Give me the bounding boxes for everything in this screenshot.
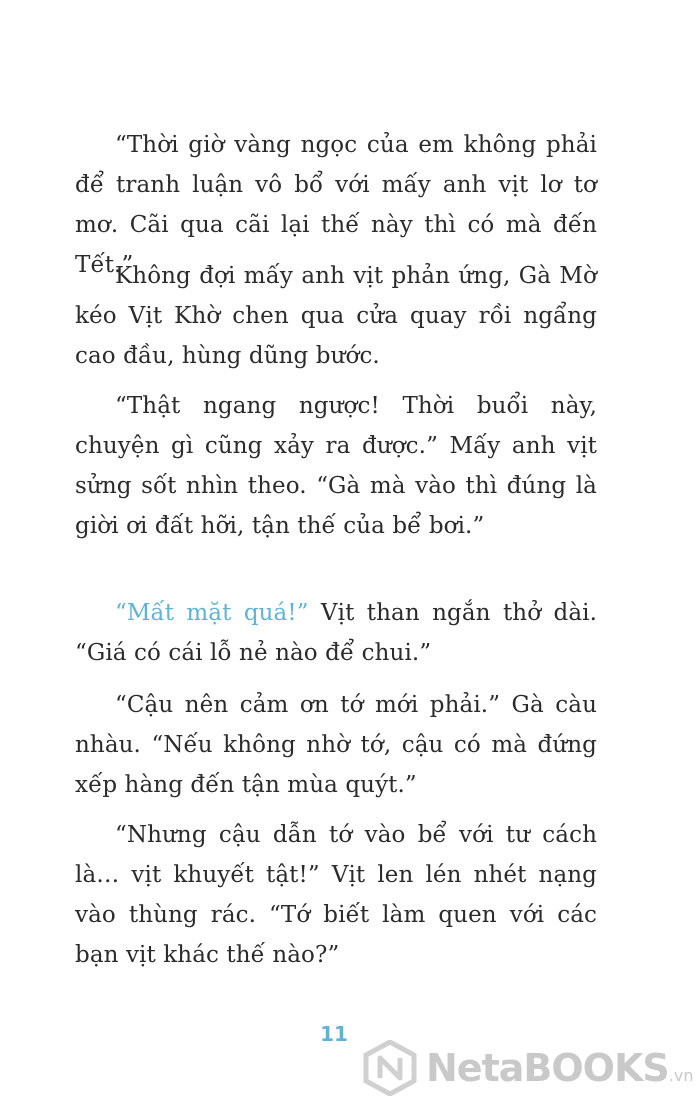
netabooks-logo-icon: [362, 1040, 418, 1096]
paragraph-3: “Thật ngang ngược! Thời buổi này, chuyện gì cũng xảy ra được.” Mấy anh vịt sửng sốt nhìn theo. “Gà mà vào thì đúng là giời ơi đất hỡi, tận thế của bể bơi.”: [75, 393, 597, 539]
watermark-text: [426, 1046, 693, 1090]
paragraph-2: Không đợi mấy anh vịt phản ứng, Gà Mờ kéo Vịt Khờ chen qua cửa quay rồi ngẩng cao đầu, hùng dũng bước.: [75, 263, 597, 369]
paragraph-1: “Thời giờ vàng ngọc của em không phải để tranh luận vô bổ với mấy anh vịt lơ tơ mơ. Cãi qua cãi lại thế này thì có mà đến Tết.”: [75, 132, 597, 278]
paragraph-4-highlighted: [75, 593, 597, 673]
netabooks-watermark: [362, 1040, 693, 1096]
highlighted-rest: Vịt than ngắn thở dài. “Giá có cái lỗ nẻ nào để chui.”: [75, 600, 597, 666]
highlighted-quote: “Mất mặt quá!”: [115, 600, 309, 626]
paragraph-6: “Nhưng cậu dẫn tớ vào bể với tư cách là… vịt khuyết tật!” Vịt len lén nhét nạng vào thùng rác. “Tớ biết làm quen với các bạn vịt khác thế nào?”: [75, 822, 597, 968]
paragraph-5: “Cậu nên cảm ơn tớ mới phải.” Gà càu nhàu. “Nếu không nhờ tớ, cậu có mà đứng xếp hàng đến tận mùa quýt.”: [75, 692, 597, 798]
page-number: 11: [320, 1022, 348, 1046]
watermark-brand: NetaBOOKS: [426, 1046, 669, 1090]
watermark-suffix: .vn: [668, 1066, 694, 1085]
